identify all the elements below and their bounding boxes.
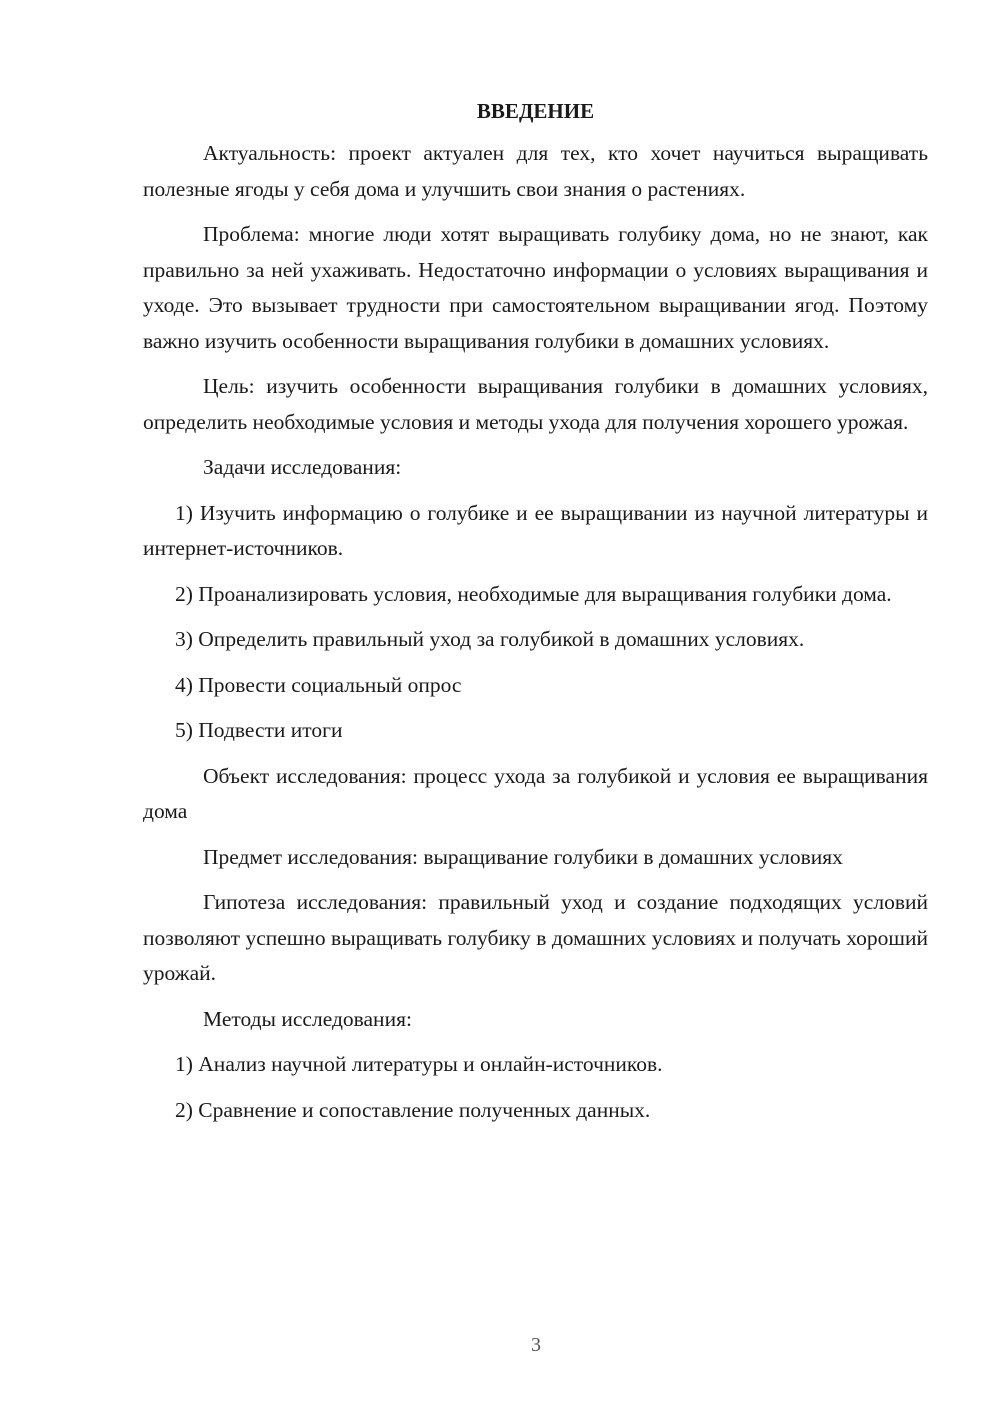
page-title: ВВЕДЕНИЕ bbox=[476, 99, 595, 123]
task-item-5: 5) Подвести итоги bbox=[175, 718, 343, 742]
document-page bbox=[143, 95, 928, 1138]
method-item-1: 1) Анализ научной литературы и онлайн-источников. bbox=[175, 1052, 663, 1076]
method-item-2: 2) Сравнение и сопоставление полученных данных. bbox=[175, 1097, 651, 1122]
relevance-paragraph: Актуальность: проект актуален для тех, кто хочет научиться выращивать полезные ягоды у себя дома и улучшить свои знания о растениях. bbox=[143, 141, 928, 201]
problem-paragraph: Проблема: многие люди хотят выращивать голубику дома, но не знают, как правильно за ней ухаживать. Недостаточно информации о условиях выращивания и уходе. Это вызывает трудности при самостоятельном выращивании ягод. Поэтому важно изучить особенности выращивания голубики в домашних условиях. bbox=[143, 222, 928, 353]
object-paragraph: Объект исследования: процесс ухода за голубикой и условия ее выращивания дома bbox=[143, 763, 928, 823]
task-item-1: 1) Изучить информацию о голубике и ее выращивании из научной литературы и интернет-источников. bbox=[143, 500, 928, 560]
task-item-4: 4) Провести социальный опрос bbox=[175, 672, 462, 697]
goal-paragraph: Цель: изучить особенности выращивания голубики в домашних условиях, определить необходимые условия и методы ухода для получения хорошего урожая. bbox=[143, 374, 928, 434]
task-item-2: 2) Проанализировать условия, необходимые для выращивания голубики дома. bbox=[175, 581, 892, 606]
hypothesis-paragraph: Гипотеза исследования: правильный уход и создание подходящих условий позволяют успешно выращивать голубику в домашних условиях и получать хороший урожай. bbox=[143, 890, 928, 985]
tasks-heading: Задачи исследования: bbox=[203, 455, 402, 479]
page-number: 3 bbox=[531, 1334, 541, 1356]
subject-paragraph: Предмет исследования: выращивание голубики в домашних условиях bbox=[203, 844, 843, 869]
task-item-3: 3) Определить правильный уход за голубикой в домашних условиях. bbox=[175, 627, 805, 651]
methods-heading: Методы исследования: bbox=[203, 1006, 412, 1031]
